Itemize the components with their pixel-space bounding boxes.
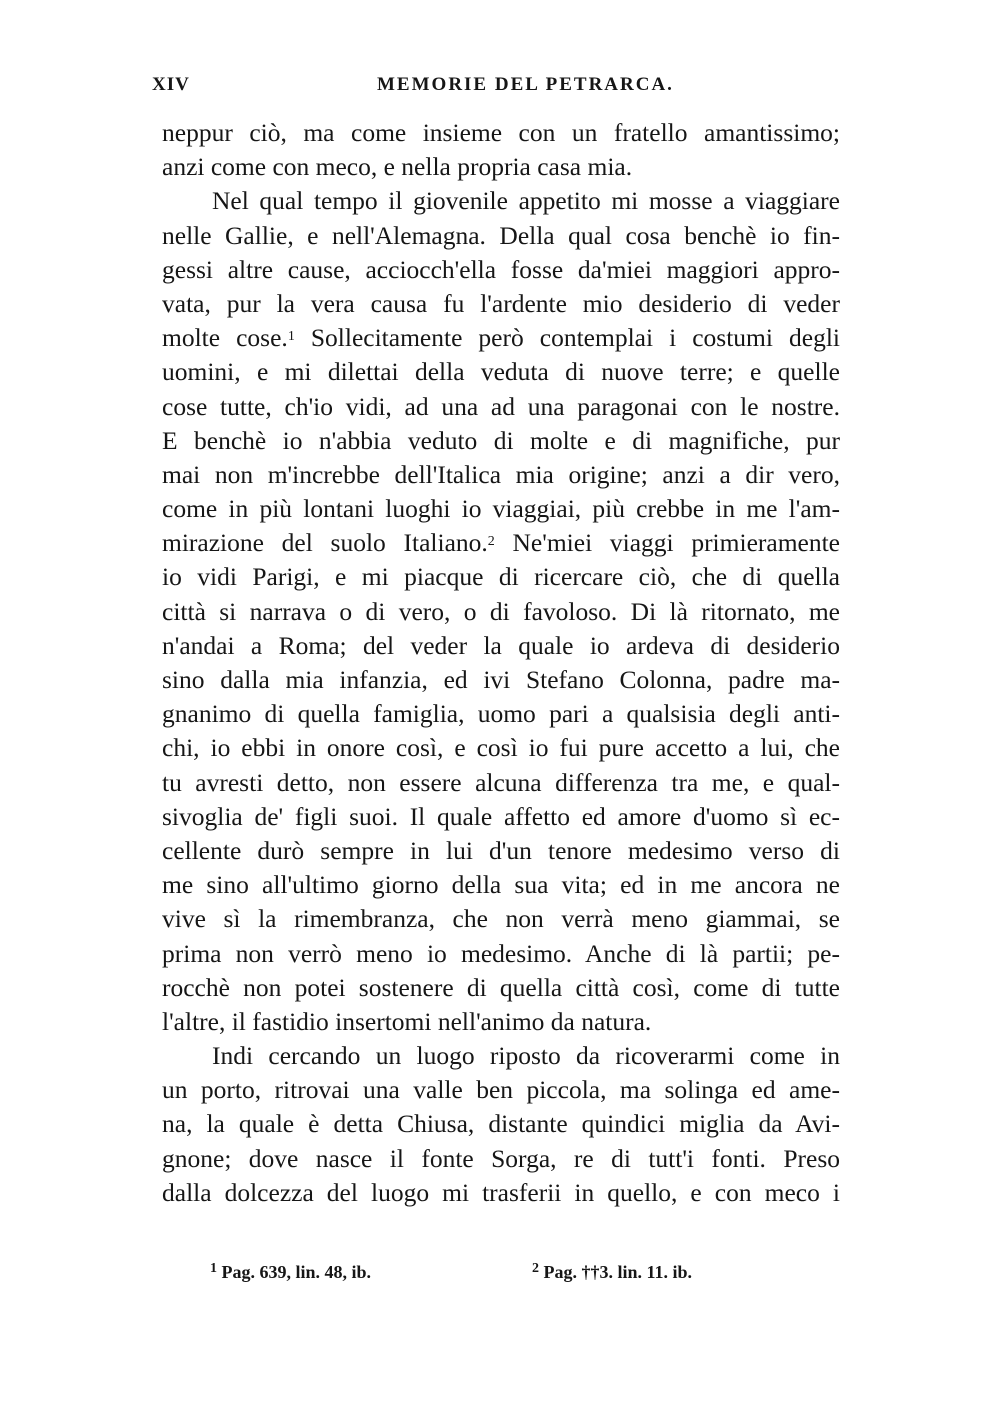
text-line: rocchè non potei sostenere di quella città così, come di tutte bbox=[162, 972, 840, 1002]
footnote-marker: 2 bbox=[532, 1261, 539, 1276]
text-line: uomini, e mi dilettai della veduta di nuove terre; e quelle bbox=[162, 357, 840, 387]
text-line: come in più lontani luoghi io viaggiai, più crebbe in me l'am- bbox=[162, 494, 840, 524]
text-line: gessi altre cause, acciocch'ella fosse da'miei maggiori appro- bbox=[162, 254, 840, 284]
text-line: tu avresti detto, non essere alcuna differenza tra me, e qual- bbox=[162, 767, 840, 797]
text-fragment: Sollecitamente però contemplai i costumi degli bbox=[294, 323, 841, 353]
footnote bbox=[210, 1262, 371, 1283]
text-line: io vidi Parigi, e mi piacque di ricercare ciò, che di quella bbox=[162, 562, 840, 592]
text-line: me sino all'ultimo giorno della sua vita; ed in me ancora ne bbox=[162, 870, 840, 900]
text-line: mai non m'increbbe dell'Italica mia origine; anzi a dir vero, bbox=[162, 459, 840, 489]
text-line: E benchè io n'abbia veduto di molte e di magnifiche, pur bbox=[162, 425, 840, 455]
text-line: chi, io ebbi in onore così, e così io fui pure accetto a lui, che bbox=[162, 733, 840, 763]
text-line: un porto, ritrovai una valle ben piccola, ma solinga ed ame- bbox=[162, 1075, 840, 1105]
footnote-marker: 1 bbox=[210, 1261, 217, 1276]
text-line bbox=[162, 321, 840, 355]
text-line: cellente durò sempre in lui d'un tenore medesimo verso di bbox=[162, 835, 840, 865]
text-line: l'altre, il fastidio insertomi nell'animo da natura. bbox=[162, 1006, 652, 1036]
text-line: na, la quale è detta Chiusa, distante quindici miglia da Avi- bbox=[162, 1109, 840, 1139]
text-line: dalla dolcezza del luogo mi trasferii in quello, e con meco i bbox=[162, 1177, 840, 1207]
text-line: sivoglia de' figli suoi. Il quale affetto ed amore d'uomo sì ec- bbox=[162, 801, 840, 831]
footnote-ref: 1 bbox=[287, 329, 295, 345]
body-text bbox=[162, 116, 840, 1210]
text-line: prima non verrò meno io medesimo. Anche di là partii; pe- bbox=[162, 938, 840, 968]
text-line: neppur ciò, ma come insieme con un fratello amantissimo; bbox=[162, 118, 840, 147]
text-line: gnanimo di quella famiglia, uomo pari a qualsisia degli anti- bbox=[162, 699, 840, 729]
text-line: Nel qual tempo il giovenile appetito mi mosse a viaggiare bbox=[212, 186, 840, 216]
text-line: n'andai a Roma; del veder la quale io ardeva di desiderio bbox=[162, 630, 840, 660]
text-line: nelle Gallie, e nell'Alemagna. Della qual cosa benchè io fin- bbox=[162, 220, 840, 250]
text-line: Indi cercando un luogo riposto da ricoverarmi come in bbox=[212, 1041, 840, 1071]
text-line: anzi come con meco, e nella propria casa mia. bbox=[162, 152, 633, 182]
text-line: sino dalla mia infanzia, ed ivi Stefano Colonna, padre ma- bbox=[162, 665, 840, 694]
text-line bbox=[162, 526, 840, 560]
text-line: cose tutte, ch'io vidi, ad una ad una paragonai con le nostre. bbox=[162, 391, 840, 421]
text-line: città si narrava o di vero, o di favoloso. Di là ritornato, me bbox=[162, 596, 840, 626]
text-line: vata, pur la vera causa fu l'ardente mio desiderio di veder bbox=[162, 288, 840, 318]
footnotes bbox=[210, 1262, 770, 1292]
text-line: gnone; dove nasce il fonte Sorga, re di tutt'i fonti. Preso bbox=[162, 1143, 840, 1173]
text-fragment: molte cose. bbox=[162, 323, 288, 353]
footnote-text: Pag. ††3. lin. 11. ib. bbox=[543, 1262, 693, 1282]
page-number: XIV bbox=[152, 74, 190, 95]
text-line: vive sì la rimembranza, che non verrà meno giammai, se bbox=[162, 904, 840, 934]
running-title: MEMORIE DEL PETRARCA. bbox=[377, 74, 674, 95]
footnote-ref: 2 bbox=[487, 534, 495, 550]
running-header bbox=[152, 74, 842, 104]
text-fragment: Ne'miei viaggi primieramente bbox=[494, 528, 840, 558]
text-fragment: mirazione del suolo Italiano. bbox=[162, 528, 488, 558]
footnote-text: Pag. 639, lin. 48, ib. bbox=[221, 1262, 372, 1282]
footnote bbox=[532, 1262, 692, 1283]
